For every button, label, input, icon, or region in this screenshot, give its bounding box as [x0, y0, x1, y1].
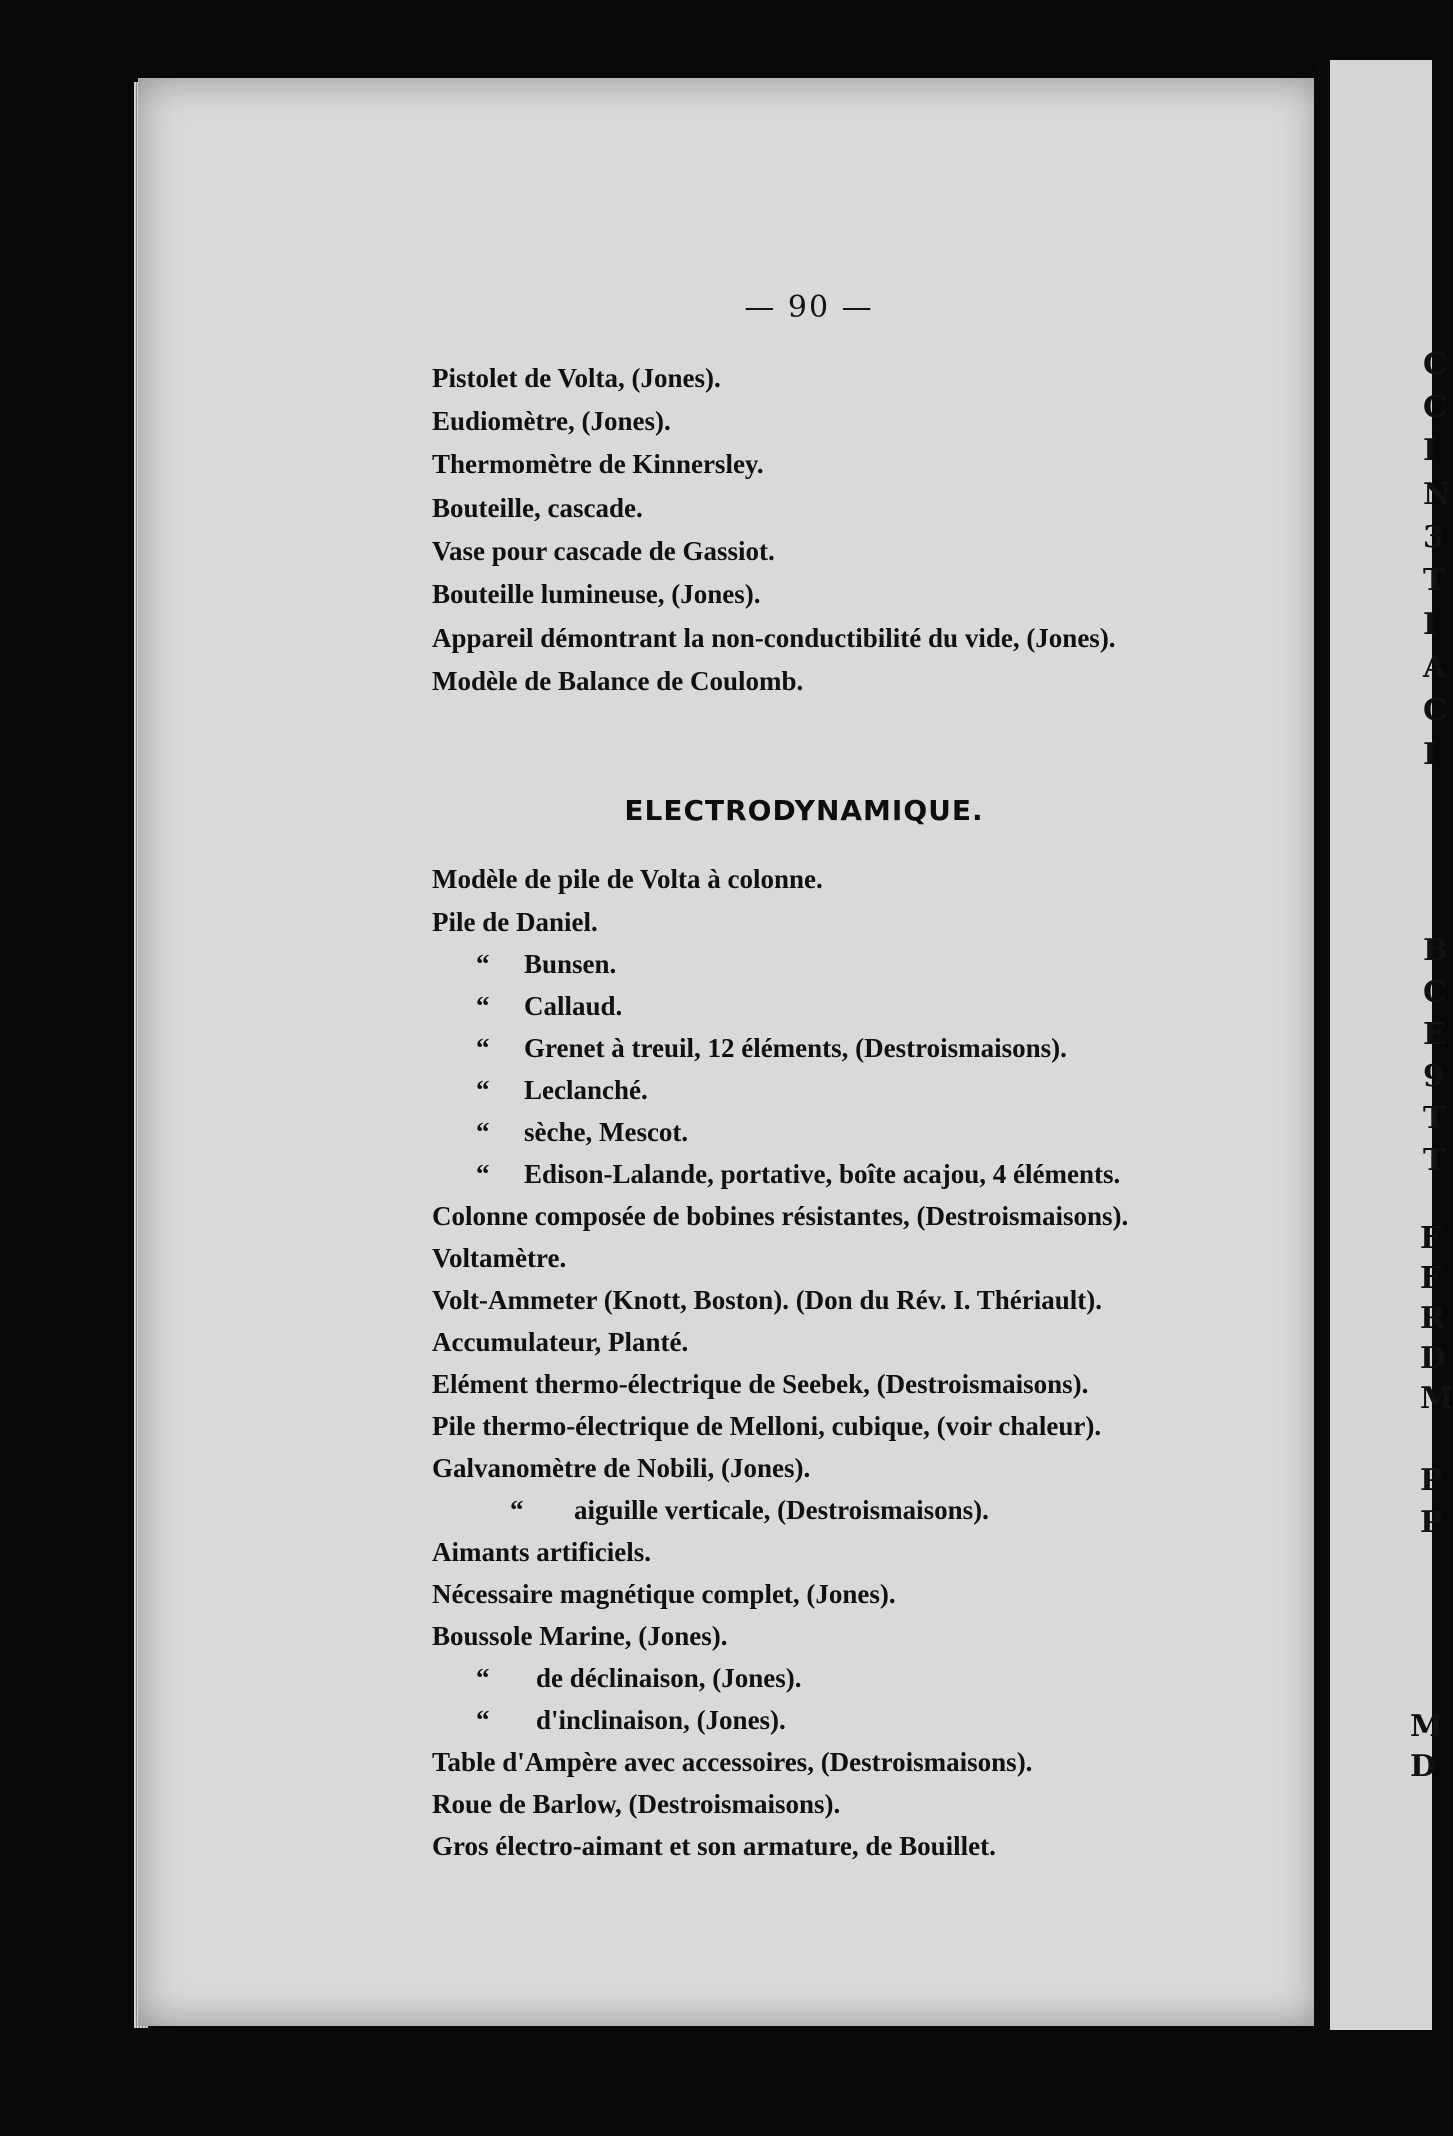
list-item-text: Callaud. [524, 991, 623, 1021]
list-item-text: Galvanomètre de Nobili, (Jones). [432, 1453, 811, 1483]
list-item [432, 1581, 896, 1608]
list-item [476, 993, 622, 1020]
list-item-text: de déclinaison, (Jones). [536, 1663, 802, 1693]
book-gutter [1314, 60, 1330, 2030]
ditto-mark: “ [510, 1495, 524, 1525]
book-page [138, 78, 1320, 2026]
page-number: — 90 — [744, 290, 874, 325]
list-item-text: Volt-Ammeter (Knott, Boston). (Don du Rév. I. Thériault). [432, 1285, 1102, 1315]
adjacent-page-fragment [1330, 60, 1453, 2030]
list-item [476, 1665, 802, 1692]
list-item: Bouteille lumineuse, (Jones). [432, 579, 761, 609]
list-item-text: Table d'Ampère avec accessoires, (Destroismaisons). [432, 1747, 1033, 1777]
fragment-letter: E [1423, 1017, 1446, 1052]
fragment-letter: D [1410, 1749, 1437, 1784]
fragment-letter: I [1423, 737, 1438, 772]
page-content [138, 78, 1320, 2026]
list-item [476, 951, 616, 978]
fragment-letter: R [1420, 1301, 1445, 1336]
list-item [432, 1749, 1032, 1776]
list-item [476, 1077, 648, 1104]
list-item-text: Accumulateur, Planté. [432, 1327, 689, 1357]
fragment-letter: I [1423, 607, 1438, 642]
list-item [432, 866, 823, 893]
list-item-text: Elément thermo-électrique de Seebek, (Destroismaisons). [432, 1369, 1089, 1399]
fragment-letter: T [1423, 1101, 1446, 1136]
list-item-text: Colonne composée de bobines résistantes, (Destroismaisons). [432, 1201, 1129, 1231]
list-item-text: d'inclinaison, (Jones). [536, 1705, 786, 1735]
list-item [432, 1413, 1101, 1440]
section-heading: ELECTRODYNAMIQUE. [624, 794, 984, 827]
fragment-letter: P [1420, 1505, 1443, 1540]
list-item [476, 1119, 688, 1146]
list-item [476, 1707, 786, 1734]
fragment-letter: C [1423, 390, 1447, 425]
list-item-text: Pile de Daniel. [432, 907, 598, 937]
list-item [510, 1497, 989, 1524]
list-item-text: Edison-Lalande, portative, boîte acajou, 4 éléments. [524, 1159, 1121, 1189]
ditto-mark: “ [476, 1117, 490, 1147]
list-item [432, 1791, 840, 1818]
list-item-text: Voltamètre. [432, 1243, 567, 1273]
list-item [432, 1203, 1128, 1230]
fragment-letter: P [1420, 1463, 1443, 1498]
list-item: Bouteille, cascade. [432, 493, 643, 523]
list-item [432, 1371, 1088, 1398]
list-item: Modèle de Balance de Coulomb. [432, 666, 804, 696]
list-item [432, 1833, 996, 1860]
fragment-letter: D [1420, 1341, 1447, 1376]
fragment-letter: 9 [1423, 1059, 1444, 1094]
list-item-text: Aimants artificiels. [432, 1537, 651, 1567]
fragment-letter: F [1420, 1221, 1442, 1256]
list-item: Appareil démontrant la non-conductibilité du vide, (Jones). [432, 623, 1116, 653]
list-item: Pistolet de Volta, (Jones). [432, 363, 721, 393]
fragment-letter: T [1423, 563, 1446, 598]
fragment-letter: M [1420, 1381, 1453, 1416]
list-item-text: Boussole Marine, (Jones). [432, 1621, 728, 1651]
list-item [432, 1539, 651, 1566]
list-item-text: Modèle de pile de Volta à colonne. [432, 864, 823, 894]
list-item-text: Pile thermo-électrique de Melloni, cubique, (voir chaleur). [432, 1411, 1102, 1441]
fragment-letter: F [1420, 1261, 1442, 1296]
list-item: Vase pour cascade de Gassiot. [432, 536, 775, 566]
ditto-mark: “ [476, 1705, 490, 1735]
list-item-text: Nécessaire magnétique complet, (Jones). [432, 1579, 896, 1609]
fragment-letter: B [1423, 933, 1449, 968]
fragment-letter: C [1423, 347, 1447, 382]
ditto-mark: “ [476, 1033, 490, 1063]
fragment-letter: T [1423, 1143, 1446, 1178]
fragment-letter: N [1423, 477, 1451, 512]
list-item [432, 1455, 810, 1482]
list-item-text: sèche, Mescot. [524, 1117, 689, 1147]
fragment-letter: C [1423, 693, 1447, 728]
ditto-mark: “ [476, 1663, 490, 1693]
list-item-text: Roue de Barlow, (Destroismaisons). [432, 1789, 841, 1819]
list-item [432, 1329, 688, 1356]
fragment-letter: C [1423, 975, 1447, 1010]
ditto-mark: “ [476, 1075, 490, 1105]
list-item-text: Gros électro-aimant et son armature, de Bouillet. [432, 1831, 996, 1861]
ditto-mark: “ [476, 949, 490, 979]
list-item-text: aiguille verticale, (Destroismaisons). [574, 1495, 989, 1525]
list-item [432, 1245, 566, 1272]
list-item [432, 1623, 727, 1650]
fragment-letter: M [1410, 1709, 1444, 1744]
list-item [476, 1161, 1120, 1188]
fragment-letter: I [1423, 433, 1438, 468]
list-item [432, 909, 598, 936]
list-item-text: Grenet à treuil, 12 éléments, (Destroismaisons). [524, 1033, 1067, 1063]
list-item-text: Bunsen. [524, 949, 617, 979]
ditto-mark: “ [476, 1159, 490, 1189]
list-item: Thermomètre de Kinnersley. [432, 449, 764, 479]
list-item [476, 1035, 1067, 1062]
list-item: Eudiomètre, (Jones). [432, 406, 671, 436]
fragment-letter: A [1423, 650, 1447, 685]
list-item-text: Leclanché. [524, 1075, 648, 1105]
list-item [432, 1287, 1102, 1314]
fragment-letter: 3 [1423, 520, 1444, 555]
ditto-mark: “ [476, 991, 490, 1021]
